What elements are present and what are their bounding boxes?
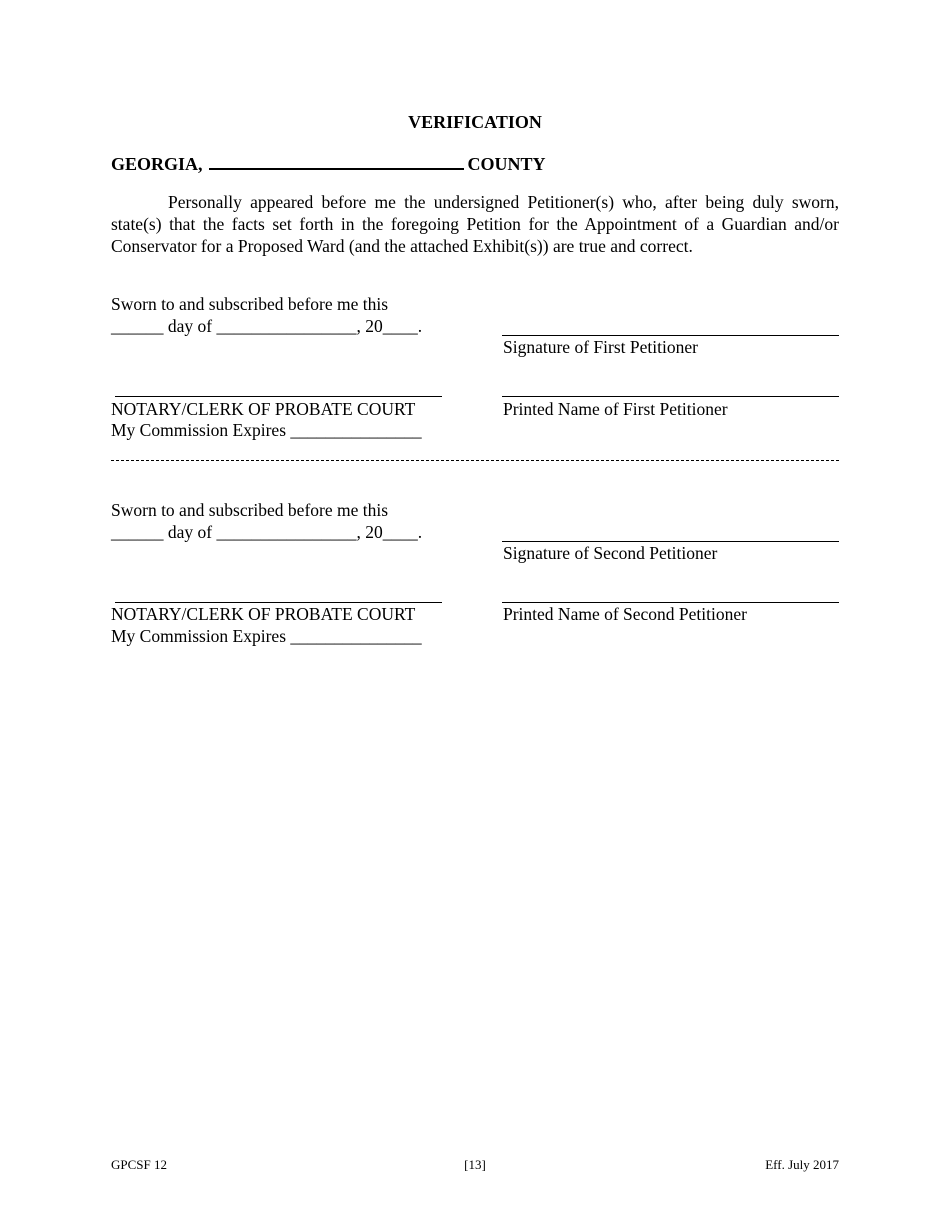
first-commission-expires[interactable]: My Commission Expires _______________ xyxy=(111,420,422,440)
verification-paragraph: Personally appeared before me the undersigned Petitioner(s) who, after being duly sworn, state(s) that the facts set forth in the foregoing Petition for the Appointment of a Guardian and/or Conservator for a Proposed Ward (and the attached Exhibit(s)) are true and correct. xyxy=(111,192,839,256)
second-date-line[interactable]: ______ day of ________________, 20____. xyxy=(111,522,423,542)
second-signature-label: Signature of Second Petitioner xyxy=(503,543,718,563)
second-signature-line[interactable] xyxy=(502,541,839,542)
first-sworn-line: Sworn to and subscribed before me this xyxy=(111,294,389,314)
first-date-line[interactable]: ______ day of ________________, 20____. xyxy=(111,316,423,336)
second-printed-name-line[interactable] xyxy=(502,602,839,603)
first-printed-name-line[interactable] xyxy=(502,396,839,397)
document-title: VERIFICATION xyxy=(408,112,542,132)
footer-form-id: GPCSF 12 xyxy=(111,1157,167,1172)
footer-page-number: [13] xyxy=(464,1157,486,1172)
county-blank-field[interactable] xyxy=(209,152,464,170)
first-notary-signature-line[interactable] xyxy=(115,396,442,397)
first-notary-label: NOTARY/CLERK OF PROBATE COURT xyxy=(111,399,416,419)
county-prefix: GEORGIA, xyxy=(111,154,203,174)
second-notary-signature-line[interactable] xyxy=(115,602,442,603)
county-line xyxy=(111,152,546,175)
second-commission-expires[interactable]: My Commission Expires _______________ xyxy=(111,626,422,646)
first-signature-line[interactable] xyxy=(502,335,839,336)
footer-effective-date: Eff. July 2017 xyxy=(765,1157,839,1172)
second-printed-name-label: Printed Name of Second Petitioner xyxy=(503,604,747,624)
first-printed-name-label: Printed Name of First Petitioner xyxy=(503,399,728,419)
county-suffix: COUNTY xyxy=(467,154,546,174)
second-sworn-line: Sworn to and subscribed before me this xyxy=(111,500,389,520)
first-signature-label: Signature of First Petitioner xyxy=(503,337,698,357)
second-notary-label: NOTARY/CLERK OF PROBATE COURT xyxy=(111,604,416,624)
section-divider xyxy=(111,460,839,461)
